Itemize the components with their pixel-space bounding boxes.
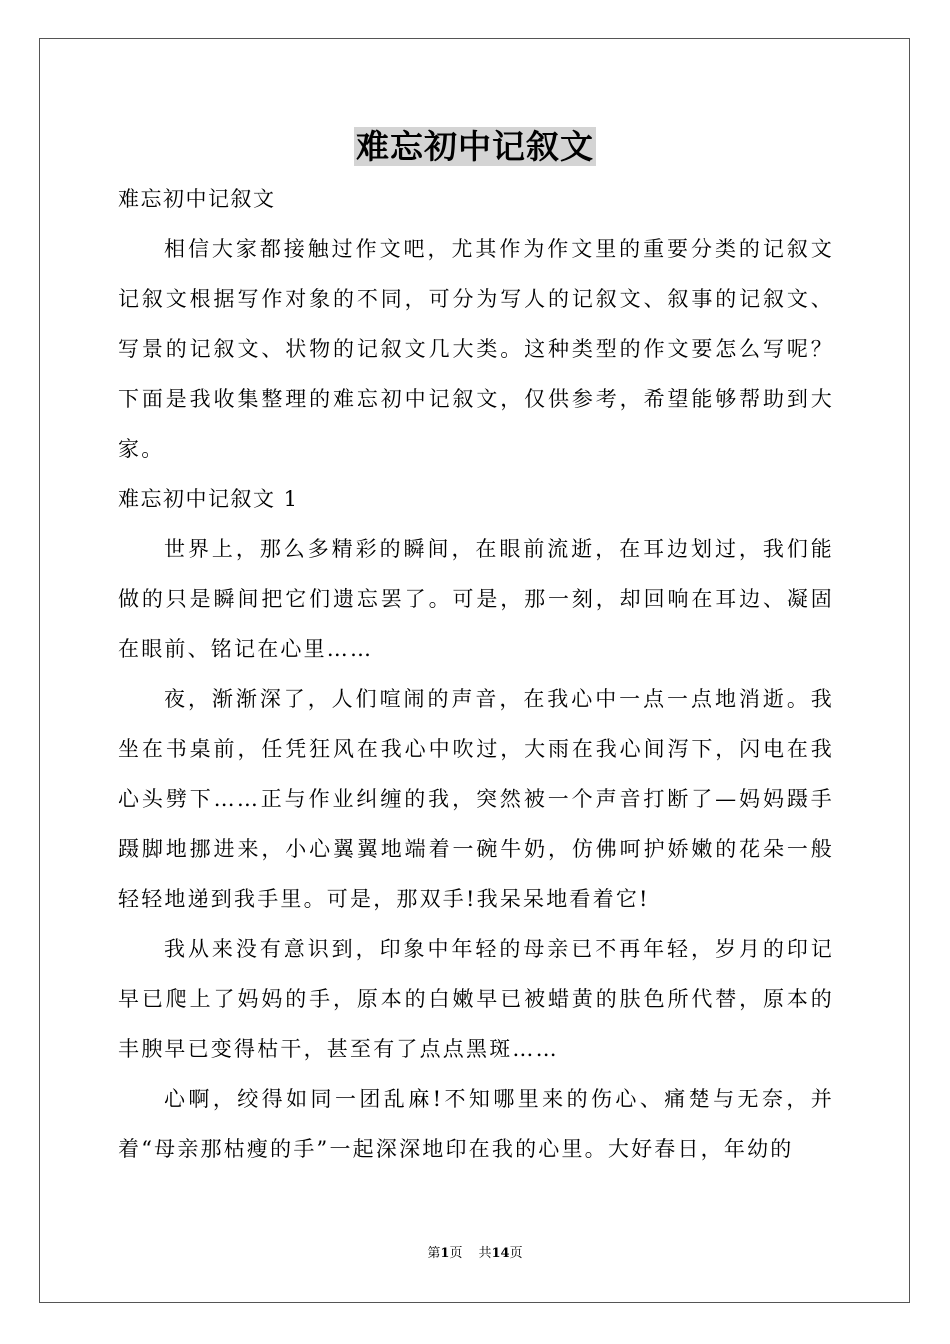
page-current: 1 (440, 1246, 450, 1261)
body-paragraph: 心啊，绞得如同一团乱麻!不知哪里来的伤心、痛楚与无奈，并着“母亲那枯瘦的手”一起深深地印在我的心里。大好春日，年幼的 (118, 1087, 834, 1161)
page-suffix: 页 (449, 1246, 463, 1261)
body-paragraph: 夜，渐渐深了，人们喧闹的声音，在我心中一点一点地消逝。我坐在书桌前，任凭狂风在我心中吹过，大雨在我心间泻下，闪电在我心头劈下……正与作业纠缠的我，突然被一个声音打断了—妈妈蹑手蹑脚地挪进来，小心翼翼地端着一碗牛奶，仿佛呵护娇嫩的花朵一般轻轻地递到我手里。可是，那双手!我呆呆地看着它! (118, 687, 834, 911)
body-paragraph: 世界上，那么多精彩的瞬间，在眼前流逝，在耳边划过，我们能做的只是瞬间把它们遗忘罢了。可是，那一刻，却回响在耳边、凝固在眼前、铭记在心里…… (118, 537, 834, 661)
total-suffix: 页 (509, 1246, 523, 1261)
page-prefix: 第 (427, 1246, 441, 1261)
page-total: 14 (491, 1246, 510, 1261)
section-heading: 难忘初中记叙文 1 (118, 487, 299, 511)
body-paragraph: 我从来没有意识到，印象中年轻的母亲已不再年轻，岁月的印记早已爬上了妈妈的手，原本的白嫩早已被蜡黄的肤色所代替，原本的丰腴早已变得枯干，甚至有了点点黑斑…… (118, 937, 834, 1061)
document-title-text: 难忘初中记叙文 (356, 127, 594, 166)
document-title (0, 122, 950, 172)
page-footer (0, 1244, 950, 1264)
document-body (118, 174, 834, 1174)
document-subtitle: 难忘初中记叙文 (118, 187, 276, 211)
intro-paragraph: 相信大家都接触过作文吧，尤其作为作文里的重要分类的记叙文记叙文根据写作对象的不同，可分为写人的记叙文、叙事的记叙文、写景的记叙文、状物的记叙文几大类。这种类型的作文要怎么写呢？下面是我收集整理的难忘初中记叙文，仅供参考，希望能够帮助到大家。 (118, 237, 834, 461)
total-prefix: 共 (478, 1246, 492, 1261)
